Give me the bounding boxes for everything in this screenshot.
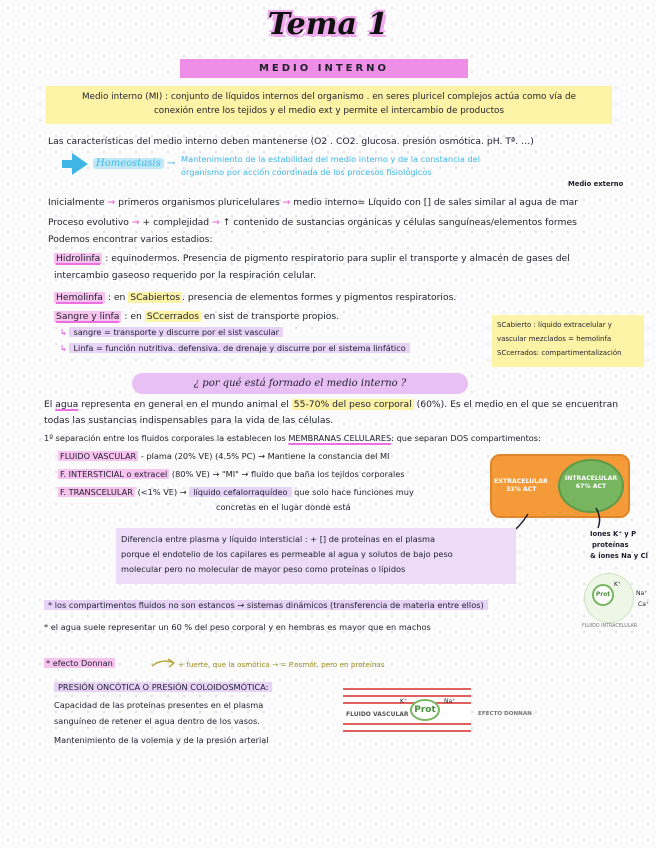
evolution-complexity: + complejidad (142, 217, 210, 228)
transcelular-text-c: que solo hace funciones muy (294, 487, 414, 497)
page-title: Tema 1 (267, 7, 389, 42)
definition-line-2: conexión entre los tejidos y el medio ext y permite el intercambio de productos (153, 106, 505, 116)
medio-externo-note: Medio externo (568, 180, 624, 188)
hidrolinfa-label: Hidrolinfa (56, 253, 101, 264)
intracellular-circle (558, 459, 624, 513)
pink-arrow-icon: → (107, 197, 116, 208)
evolution-first-organisms: primeros organismos pluricelulares (118, 197, 280, 208)
ions-line-2: proteínas (592, 541, 629, 549)
hemolinfa-text-a: : en (107, 292, 126, 303)
evolution-line-2 (48, 216, 577, 229)
pink-arrow-icon: → (131, 217, 140, 228)
evolution-initially: Inicialmente (48, 197, 105, 208)
pink-arrow-icon: ↳ (60, 327, 67, 337)
cell-ca: Ca⁺ (638, 601, 650, 608)
sc-note-line-1: SCabierto : líquido extracelular y (497, 321, 612, 329)
homeostasis-line-2: organismo por acción coordinada de los procesos fisiológicos (181, 167, 432, 177)
intersticial-label: F. INTERSTICIAL o extracel (60, 469, 168, 479)
water-percentage: 55-70% del peso corporal (293, 399, 412, 410)
evolution-internal-medium: medio interno= Líquido con [] de sales similar al agua de mar (293, 197, 579, 208)
water-el: El (44, 399, 53, 410)
separation-c: : que separan DOS compartimentos: (391, 433, 541, 443)
separation-a: 1º separación entre los fluidos corporales la establecen los (44, 433, 286, 443)
homeostasis-label: Homeostasis (93, 158, 164, 169)
evolution-line-1 (48, 196, 578, 209)
hidrolinfa-text-1: : equinodermos. Presencia de pigmento respiratorio para suplir el transporte y almacén de gases del (105, 253, 570, 264)
donnan-label-wrap (44, 658, 115, 669)
donnan-label: * efecto Donnan (46, 658, 113, 668)
sangre-text-a: : en (124, 311, 142, 322)
fluido-vascular-text: - plama (20% VE) (4.5% PC) → Mantiene la constancia del MI (140, 451, 390, 461)
difference-line-1: Diferencia entre plasma y líquido intersticial : + [] de proteínas en el plasma (121, 534, 436, 544)
donnan-fig-right: EFECTO DONNAN (478, 711, 532, 717)
water-medium: (60%). Es el medio en el que se encuentran (416, 399, 619, 410)
intracellular-label: INTRACELULAR (564, 475, 618, 482)
sangre-sub-2 (60, 343, 410, 354)
water-line-2: todas las sustancias indispensables para la vida de las células. (44, 415, 334, 426)
cell-k: K⁺ (614, 581, 622, 588)
extracellular-pct: 33% ACT (506, 486, 537, 493)
stage-hemolinfa (54, 291, 456, 304)
stage-sangre (54, 310, 339, 323)
oncotic-heading: PRESIÓN ONCÓTICA O PRESIÓN COLOIDOSMÓTICA: (54, 682, 272, 692)
diagram-arrow-2-icon (592, 506, 622, 530)
water-word: agua (55, 399, 79, 410)
ions-line-1: Iones K⁺ y P (590, 530, 637, 538)
water-represents: representa en general en el mundo animal el (81, 399, 289, 410)
stage-hidrolinfa (54, 252, 570, 265)
intersticial-row (58, 469, 405, 480)
sangre-sub-1 (60, 327, 283, 338)
sangre-sub-1-text: sangre = transporte y discurre por el sist vascular (69, 327, 283, 337)
homeostasis-arrow: → (166, 158, 176, 169)
separation-line (44, 433, 541, 444)
pink-arrow-icon: ↳ (60, 343, 67, 353)
hidrolinfa-text-2: intercambio gaseoso requerido por la respiración celular. (54, 270, 316, 281)
transcelular-row (58, 487, 414, 498)
sangre-text-c: en sist de transporte propios. (203, 311, 340, 322)
definition-box (46, 86, 612, 124)
note-bullet-1 (44, 600, 488, 611)
extracellular-label-wrap (494, 478, 548, 494)
donnan-fig-na: Na⁺ (444, 698, 456, 705)
sangre-label: Sangre y linfa (56, 311, 120, 322)
donnan-prot-icon: Prot (410, 699, 440, 721)
definition-line-1: Medio interno (MI) : conjunto de líquidos internos del organismo . en seres pluricel complejos actúa como vía de (81, 92, 577, 102)
intracellular-pct: 67% ACT (575, 483, 607, 490)
note-bullet-2: * el agua suele representar un 60 % del peso corporal y en hembras es mayor que en machos (44, 622, 431, 632)
cell-prot-icon: Prot (592, 584, 614, 606)
hemolinfa-label: Hemolinfa (56, 292, 103, 303)
hemolinfa-text-b: SCabiertos (130, 292, 180, 303)
difference-line-3: molecular pero no molecular de mayor peso como proteínas o lípidos (121, 564, 406, 574)
title-wrap (0, 6, 656, 44)
sc-note-line-2: vascular mezclados = hemolinfa (497, 335, 612, 343)
extracellular-label: EXTRACELULAR (494, 478, 548, 485)
page-subtitle: MEDIO INTERNO (180, 59, 468, 78)
separation-membranes: MEMBRANAS CELULARES (288, 433, 392, 443)
cell-caption: FLUIDO INTRACELULAR (582, 624, 638, 629)
sc-note-box (492, 315, 644, 367)
homeostasis-line-1: Mantenimiento de la estabilidad del medio interno y de la constancia del (181, 154, 480, 164)
donnan-side-note: + fuerte, que la osmótica → = P.osmót. pero en proteínas (178, 660, 385, 669)
fluido-vascular-row (58, 451, 389, 462)
sangre-text-b: SCcerrados (146, 311, 199, 322)
pink-arrow-icon: → (212, 217, 220, 228)
transcelular-text-d: concretas en el lugar donde está (216, 502, 351, 512)
evolution-process: Proceso evolutivo (48, 217, 129, 228)
donnan-arrow-icon (150, 656, 178, 670)
difference-box (116, 528, 516, 584)
sangre-sub-2-text: Linfa = función nutritiva. defensiva. de drenaje y discurre por el sistema linfático (69, 343, 409, 353)
oncotic-line-2: sanguíneo de retener el agua dentro de los vasos. (54, 716, 260, 726)
homeostasis-label-wrap (93, 157, 175, 170)
transcelular-csf: líquido cefalorraquídeo (189, 487, 291, 497)
difference-line-2: porque el endotelio de los capilares es permeable al agua y solutos de bajo peso (121, 549, 453, 559)
curved-arrow-icon (72, 153, 88, 175)
oncotic-line-1: Capacidad de las proteínas presentes en el plasma (54, 700, 264, 710)
transcelular-label: F. TRANSCELULAR (60, 487, 133, 497)
pink-arrow-icon: → (282, 197, 291, 208)
transcelular-text-a: (<1% VE) → (137, 487, 187, 497)
donnan-fig-left: FLUIDO VASCULAR (346, 711, 409, 718)
evolution-line-3: Podemos encontrar varios estadios: (48, 234, 213, 245)
oncotic-line-3: Mantenimiento de la volemia y de la presión arterial (54, 735, 269, 745)
ions-line-3: & iones Na y Cl (590, 552, 648, 560)
note-bullet-1-text: * los compartimentos fluidos no son estancos → sistemas dinámicos (transferencia de materia entre ellos) (44, 600, 488, 610)
cell-na: Na⁺ (636, 590, 648, 597)
fluido-vascular-label: FLUIDO VASCULAR (60, 451, 137, 461)
evolution-content: ↑ contenido de sustancias orgánicas y células sanguíneas/elementos formes (222, 217, 577, 228)
intersticial-text: (80% VE) → "MI" → fluido que baña los tejidos corporales (171, 469, 405, 479)
characteristics-text: Las características del medio interno deben mantenerse (O2 . CO2. glucosa. presión osmótica. pH. Tª. …) (48, 136, 534, 147)
oncotic-heading-wrap (54, 682, 272, 693)
sc-note-line-3: SCcerrados: compartimentalización (497, 349, 622, 357)
section-question: ¿ por qué está formado el medio interno ? (132, 373, 468, 394)
water-line-1 (44, 398, 618, 411)
donnan-fig-k: K⁺ (400, 698, 408, 705)
hemolinfa-text-c: . presencia de elementos formes y pigmentos respiratorios. (181, 292, 457, 303)
